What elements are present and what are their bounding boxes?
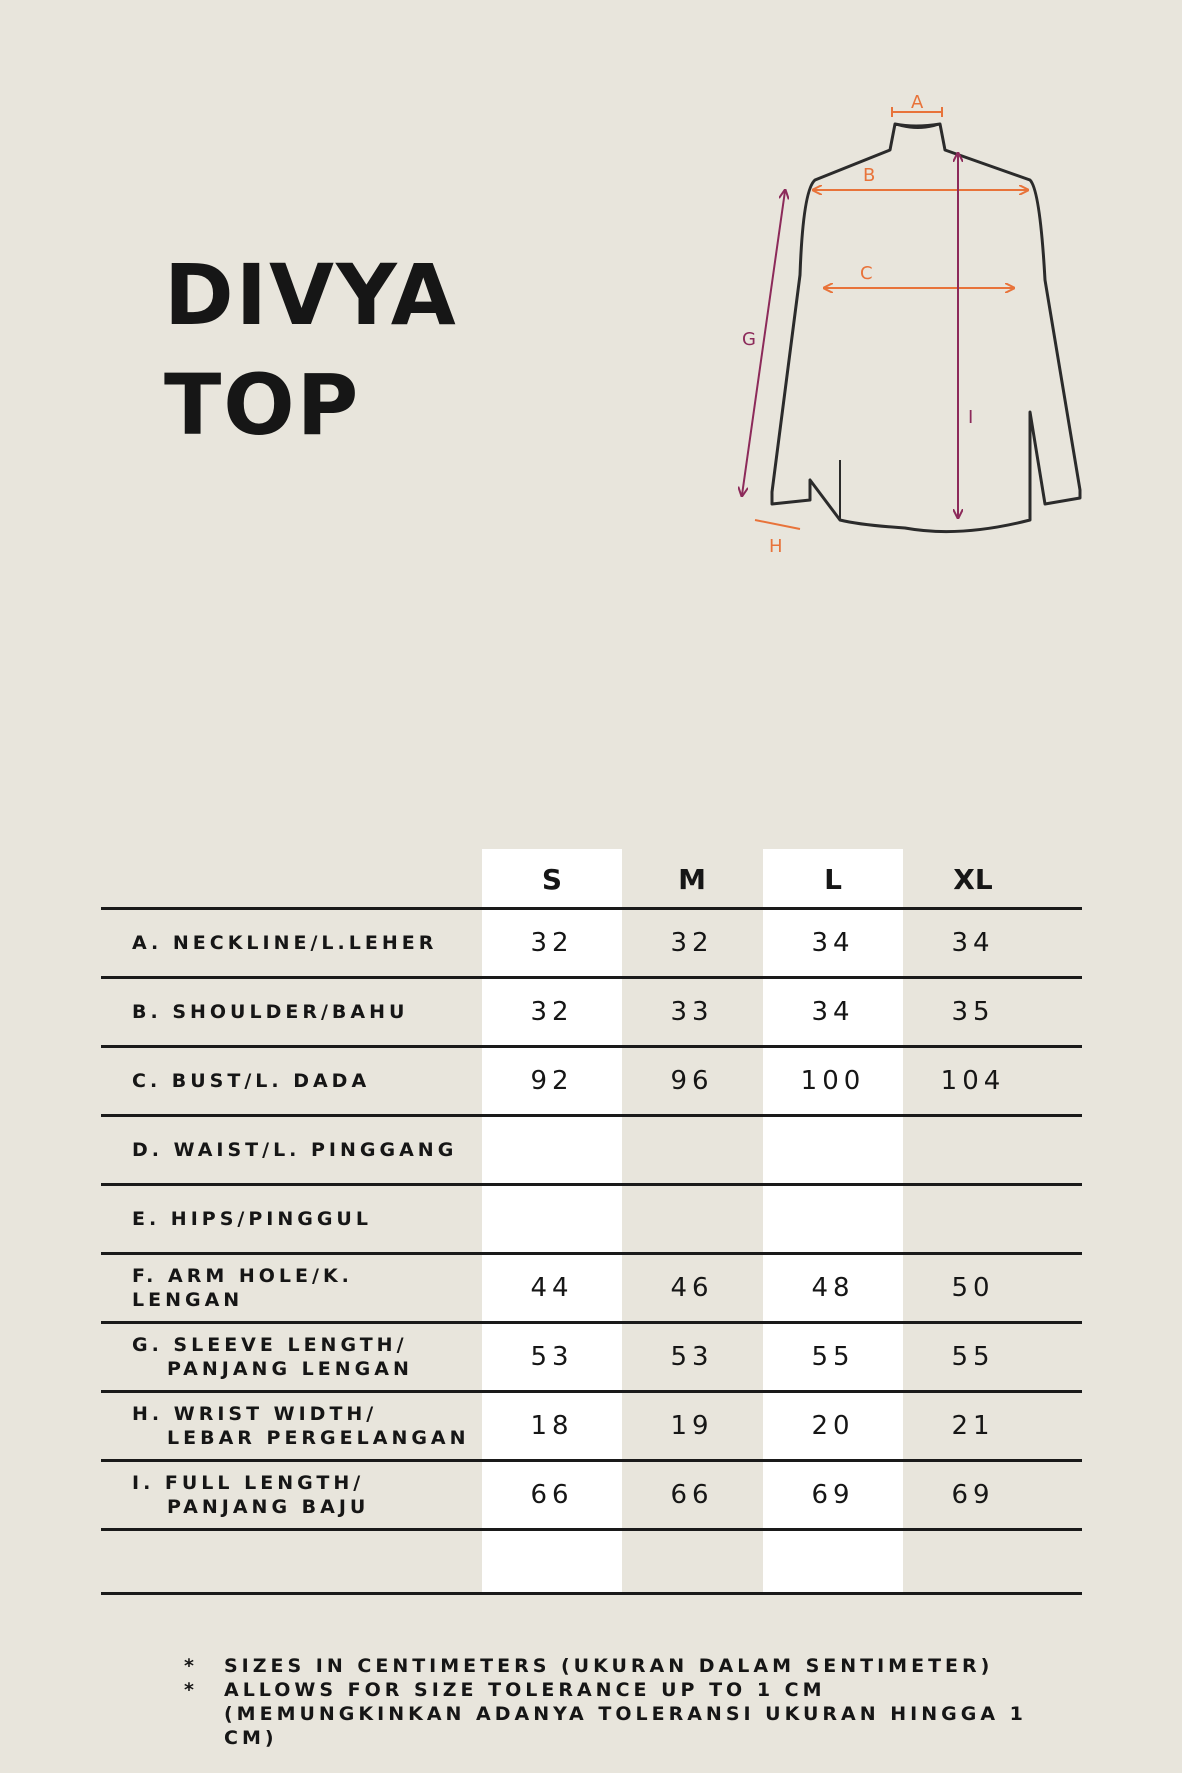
size-header-m: M xyxy=(678,863,706,896)
product-title xyxy=(164,240,458,460)
table-row xyxy=(101,1324,1082,1390)
cell-l xyxy=(763,1117,903,1183)
cell-m: 46 xyxy=(670,1273,714,1303)
size-header-s: S xyxy=(541,863,563,896)
footnote-text: ALLOWS FOR SIZE TOLERANCE UP TO 1 CM xyxy=(224,1679,826,1701)
measure-a-label: A xyxy=(911,92,924,113)
footnote-continuation xyxy=(184,1702,1084,1750)
footnote-bullet: * xyxy=(184,1655,198,1677)
row-divider xyxy=(101,1592,1082,1595)
table-row-empty xyxy=(101,1531,1082,1597)
cell-xl: 34 xyxy=(951,928,995,958)
cell-m xyxy=(622,1531,762,1597)
row-label: I. FULL LENGTH/ xyxy=(132,1472,365,1494)
row-label-line2: PANJANG LENGAN xyxy=(167,1358,413,1380)
row-label: G. SLEEVE LENGTH/ xyxy=(132,1334,408,1356)
cell-m: 96 xyxy=(670,1066,714,1096)
cell-s: 32 xyxy=(530,928,574,958)
row-label: H. WRIST WIDTH/ xyxy=(132,1403,378,1425)
footnote-text: SIZES IN CENTIMETERS (UKURAN DALAM SENTIMETER) xyxy=(224,1655,994,1677)
row-label-line2: PANJANG BAJU xyxy=(167,1496,370,1518)
cell-xl: 69 xyxy=(951,1480,995,1510)
row-label: B. SHOULDER/BAHU xyxy=(132,1001,409,1023)
garment-measurement-diagram xyxy=(700,80,1100,560)
row-label: C. BUST/L. DADA xyxy=(132,1070,371,1092)
table-row xyxy=(101,910,1082,976)
size-header-row xyxy=(101,849,1082,907)
cell-s: 66 xyxy=(530,1480,574,1510)
cell-xl: 55 xyxy=(951,1342,995,1372)
cell-s: 32 xyxy=(530,997,574,1027)
cell-m: 32 xyxy=(670,928,714,958)
cell-l: 69 xyxy=(811,1480,855,1510)
footnotes xyxy=(184,1654,1084,1750)
row-label: F. ARM HOLE/K. LENGAN xyxy=(132,1265,353,1311)
cell-m: 33 xyxy=(670,997,714,1027)
table-row xyxy=(101,1117,1082,1183)
footnote xyxy=(184,1678,1084,1702)
cell-s: 53 xyxy=(530,1342,574,1372)
cell-xl xyxy=(903,1186,1043,1252)
product-title-line2: TOP xyxy=(164,356,361,454)
cell-l: 20 xyxy=(811,1411,855,1441)
cell-m: 53 xyxy=(670,1342,714,1372)
measure-c-label: C xyxy=(860,263,873,284)
cell-s: 92 xyxy=(530,1066,574,1096)
cell-m xyxy=(622,1186,762,1252)
cell-s: 18 xyxy=(530,1411,574,1441)
cell-s xyxy=(482,1117,622,1183)
table-row xyxy=(101,1186,1082,1252)
cell-s: 44 xyxy=(530,1273,574,1303)
cell-xl: 35 xyxy=(951,997,995,1027)
size-header-xl: XL xyxy=(953,863,993,896)
row-label: E. HIPS/PINGGUL xyxy=(132,1208,372,1230)
table-row xyxy=(101,1255,1082,1321)
cell-s xyxy=(482,1531,622,1597)
cell-m xyxy=(622,1117,762,1183)
row-label: D. WAIST/L. PINGGANG xyxy=(132,1139,458,1161)
cell-xl: 50 xyxy=(951,1273,995,1303)
footnote-bullet: * xyxy=(184,1679,198,1701)
cell-m: 19 xyxy=(670,1411,714,1441)
cell-s xyxy=(482,1186,622,1252)
measure-h-line xyxy=(755,520,800,529)
table-row xyxy=(101,1048,1082,1114)
row-label: A. NECKLINE/L.LEHER xyxy=(132,932,438,954)
row-label-line2: LEBAR PERGELANGAN xyxy=(167,1427,470,1449)
cell-xl xyxy=(903,1531,1043,1597)
product-title-line1: DIVYA xyxy=(164,246,458,344)
cell-l: 48 xyxy=(811,1273,855,1303)
table-row xyxy=(101,1393,1082,1459)
cell-m: 66 xyxy=(670,1480,714,1510)
footnote xyxy=(184,1654,1084,1678)
measure-b-label: B xyxy=(863,165,876,186)
cell-xl: 104 xyxy=(940,1066,1006,1096)
size-chart-table xyxy=(101,849,1082,1595)
table-row xyxy=(101,979,1082,1045)
size-header-l: L xyxy=(824,863,842,896)
table-row xyxy=(101,1462,1082,1528)
cell-l: 55 xyxy=(811,1342,855,1372)
cell-xl xyxy=(903,1117,1043,1183)
top-outline xyxy=(772,124,1080,532)
measure-i-label: I xyxy=(968,407,974,428)
cell-l: 34 xyxy=(811,997,855,1027)
cell-l xyxy=(763,1531,903,1597)
cell-xl: 21 xyxy=(951,1411,995,1441)
footnote-text: (MEMUNGKINKAN ADANYA TOLERANSI UKURAN HINGGA 1 CM) xyxy=(224,1703,1027,1749)
cell-l: 34 xyxy=(811,928,855,958)
cell-l xyxy=(763,1186,903,1252)
measure-h-label: H xyxy=(769,536,783,557)
cell-l: 100 xyxy=(800,1066,866,1096)
measure-g-label: G xyxy=(742,329,756,350)
